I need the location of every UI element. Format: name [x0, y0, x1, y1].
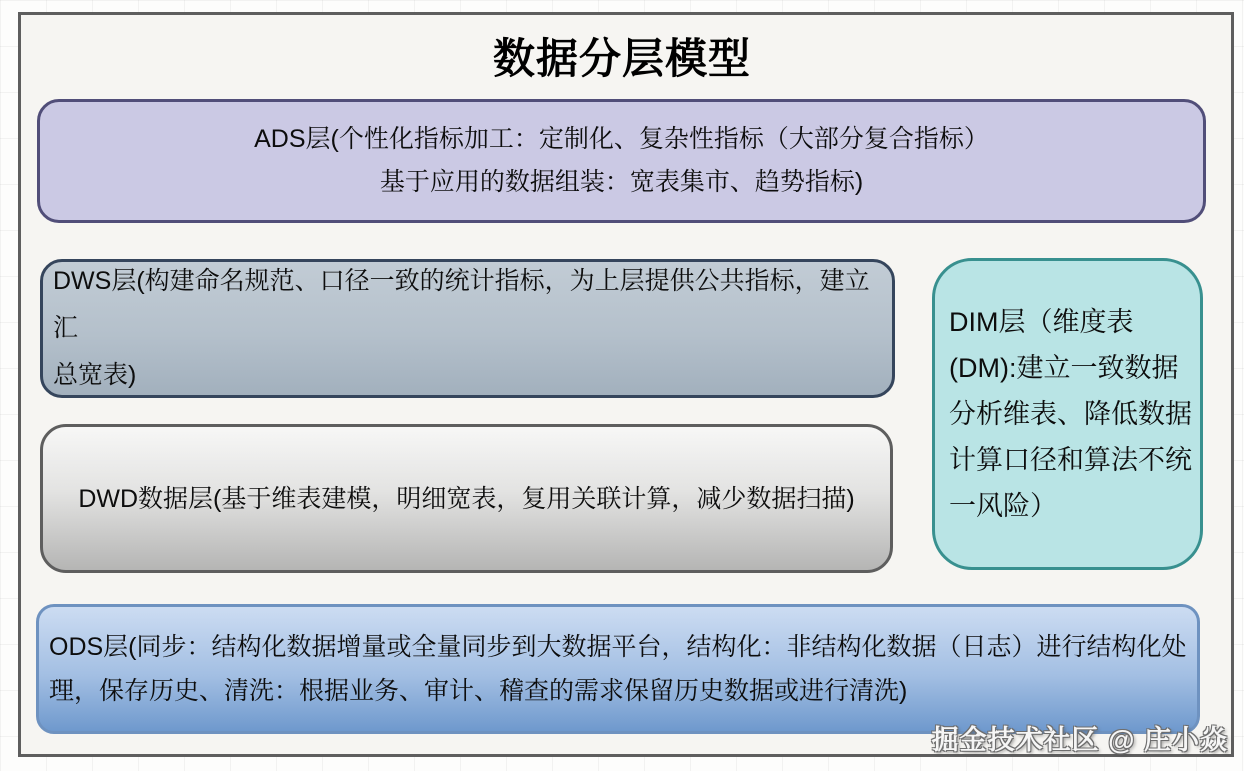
dim-text-line: 分析维表、降低数据 — [949, 399, 1192, 429]
layer-box-dim — [932, 258, 1203, 570]
dim-text-line: 计算口径和算法不统 — [949, 445, 1192, 475]
watermark-text: 掘金技术社区 @ 庄小焱 — [931, 725, 1228, 755]
page-title: 数据分层模型 — [492, 35, 751, 82]
layer-box-ods — [36, 604, 1200, 734]
dim-text-line: (DM):建立一致数据 — [949, 353, 1179, 383]
dwd-text-line: DWD数据层(基于维表建模，明细宽表，复用关联计算，减少数据扫描) — [78, 484, 855, 513]
dim-text-line: DIM层（维度表 — [949, 307, 1134, 337]
layer-box-dwd — [40, 424, 893, 573]
layer-box-ads — [37, 99, 1206, 223]
dws-text-line: 总宽表) — [53, 361, 137, 389]
ads-text-line: ADS层(个性化指标加工：定制化、复杂性指标（大部分复合指标） — [254, 125, 989, 153]
ods-text-line: 理，保存历史、清洗：根据业务、审计、稽查的需求保留历史数据或进行清洗) — [49, 677, 908, 705]
ods-text-line: ODS层(同步：结构化数据增量或全量同步到大数据平台，结构化：非结构化数据（日志）进行结构化处 — [49, 633, 1187, 661]
layer-box-dws — [40, 259, 895, 398]
dim-text-line: 一风险） — [949, 491, 1057, 521]
dws-text-line: DWS层(构建命名规范、口径一致的统计指标，为上层提供公共指标，建立汇 — [53, 267, 870, 342]
ads-text-line: 基于应用的数据组装：宽表集市、趋势指标) — [379, 168, 864, 196]
